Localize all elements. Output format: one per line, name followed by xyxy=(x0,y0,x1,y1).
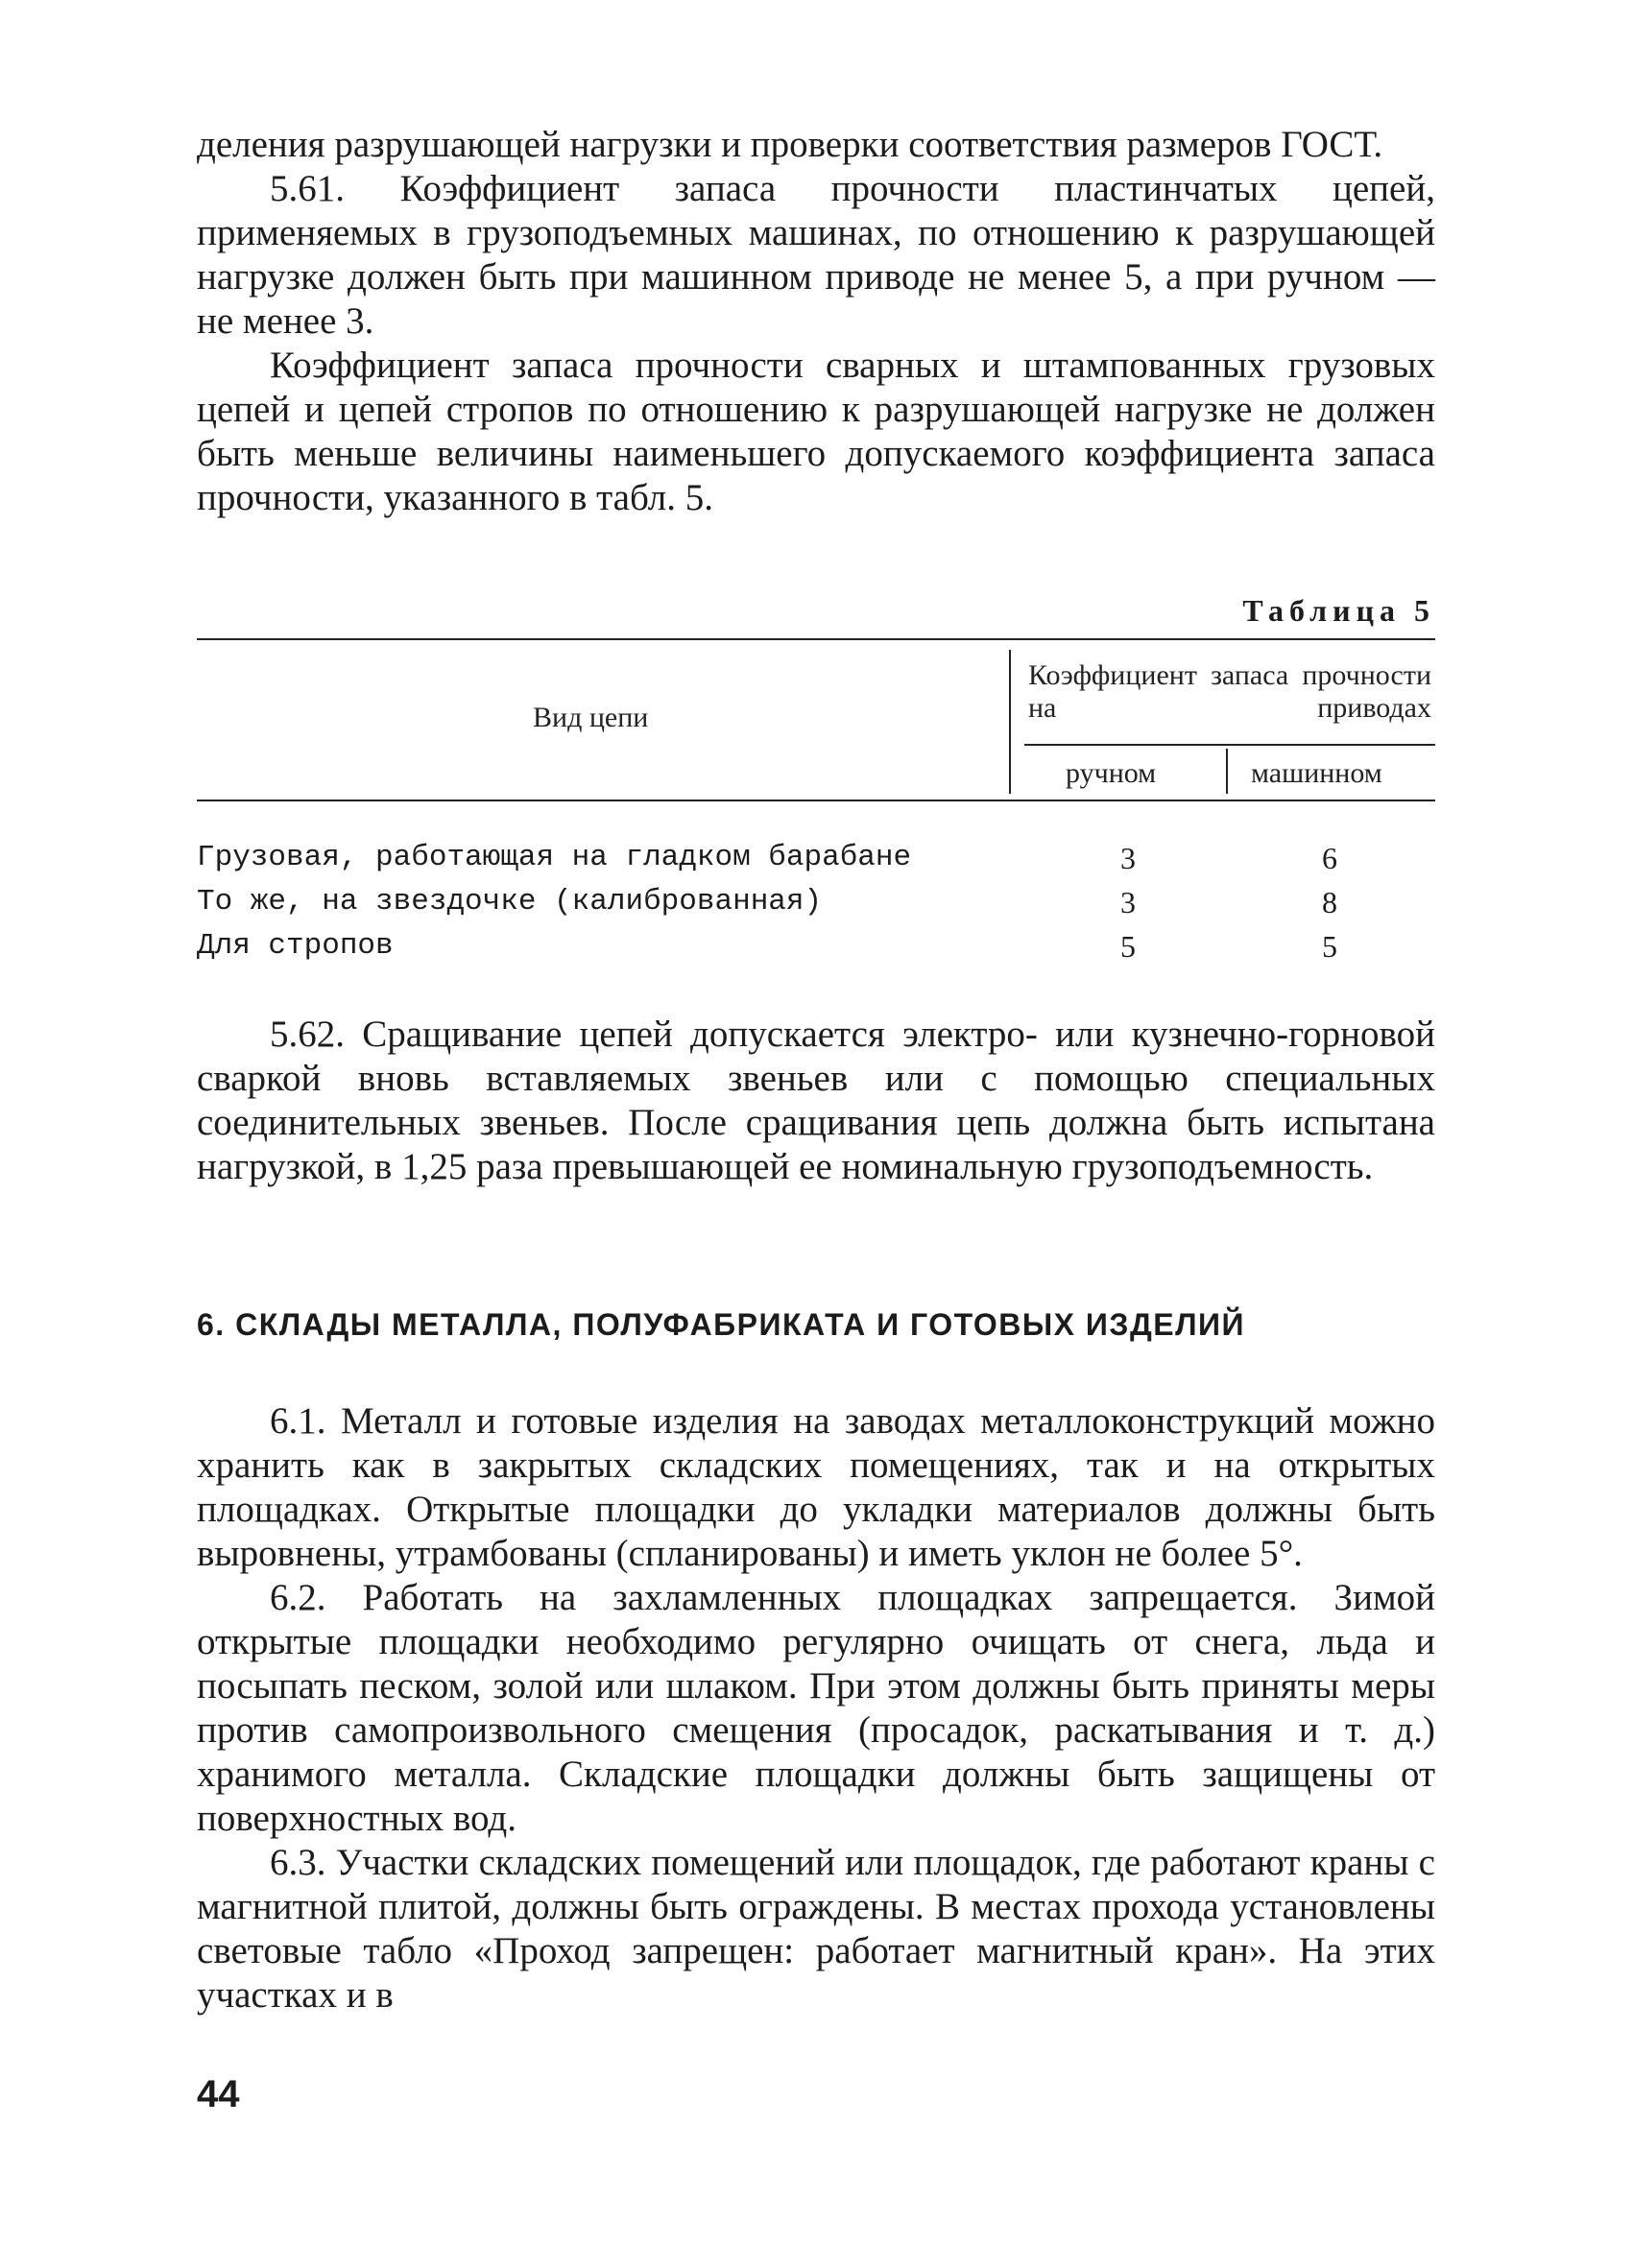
table-subcolumn-divider xyxy=(1226,749,1228,794)
paragraph-5-61: 5.61. Коэффициент запаса прочности пластинчатых цепей, применяемых в грузоподъемных машинах, по отношению к разрушающей нагрузке должен быть при машинном приводе не менее 5, а при ручном — не менее 3. xyxy=(197,168,1435,342)
table-subheader-rule xyxy=(1024,744,1435,746)
table-row-3-kind: Для стропов xyxy=(197,929,394,963)
table-column-divider xyxy=(1009,650,1011,794)
table-row-2-kind: То же, на звездочке (калиброванная) xyxy=(197,885,823,919)
section-heading: 6. СКЛАДЫ МЕТАЛЛА, ПОЛУФАБРИКАТА И ГОТОВЫХ ИЗДЕЛИЙ xyxy=(197,1307,1246,1342)
paragraph-6-2: 6.2. Работать на захламленных площадках запрещается. Зимой открытые площадки необходимо регулярно очищать от снега, льда и посыпать песком, золой или шлаком. При этом должны быть приняты меры против самопроизвольного смещения (просадок, раскатывания и т. д.) хранимого металла. Складские площадки должны быть защищены от поверхностных вод. xyxy=(197,1577,1435,1839)
text-block-bottom xyxy=(197,1399,1435,2017)
table-row-1-machine: 6 xyxy=(1322,841,1337,875)
paragraph-5-62: 5.62. Сращивание цепей допускается электро- или кузнечно-горновой сваркой вновь вставляемых звеньев или с помощью специальных соединительных звеньев. После сращивания цепь должна быть испытана нагрузкой, в 1,25 раза превышающей ее номинальную грузоподъемность. xyxy=(197,1014,1435,1187)
paragraph-6-3: 6.3. Участки складских помещений или площадок, где работают краны с магнитной плитой, должны быть ограждены. В местах прохода установлены световые табло «Проход запрещен: работает магнитный кран». На этих участках и в xyxy=(197,1842,1435,2016)
page-number: 44 xyxy=(197,2073,240,2115)
table-row-3-machine: 5 xyxy=(1322,929,1337,964)
table-header-manual: ручном xyxy=(1066,757,1157,789)
paragraph-6-1: 6.1. Металл и готовые изделия на заводах металлоконструкций можно хранить как в закрытых складских помещениях, так и на открытых площадках. Открытые площадки до укладки материалов должны быть выровнены, утрамбованы (спланированы) и иметь уклон не более 5°. xyxy=(197,1400,1435,1574)
table-header-kind: Вид цепи xyxy=(533,702,649,733)
table-header-group: Коэффициент запаса прочности на приводах xyxy=(1028,659,1431,724)
table-header-rule xyxy=(197,800,1435,801)
paragraph-5-61-b: Коэффициент запаса прочности сварных и штампованных грузовых цепей и цепей стропов по отношению к разрушающей нагрузке не должен быть меньше величины наименьшего допускаемого коэффициента запаса прочности, указанного в табл. 5. xyxy=(197,345,1435,518)
text-block-top xyxy=(197,123,1435,520)
table-row-2-manual: 3 xyxy=(1120,885,1136,919)
table-top-rule xyxy=(197,638,1435,640)
table-caption: Таблица 5 xyxy=(1242,593,1435,628)
table-row-2-machine: 8 xyxy=(1322,885,1337,919)
table-header-machine: машинном xyxy=(1251,757,1382,789)
table-row-1-manual: 3 xyxy=(1120,841,1136,875)
text-block-middle xyxy=(197,1013,1435,1189)
table-row-1-kind: Грузовая, работающая на гладком барабане xyxy=(197,841,912,874)
table-row-3-manual: 5 xyxy=(1120,929,1136,964)
paragraph-continuation: деления разрушающей нагрузки и проверки соответствия размеров ГОСТ. xyxy=(197,124,1383,165)
